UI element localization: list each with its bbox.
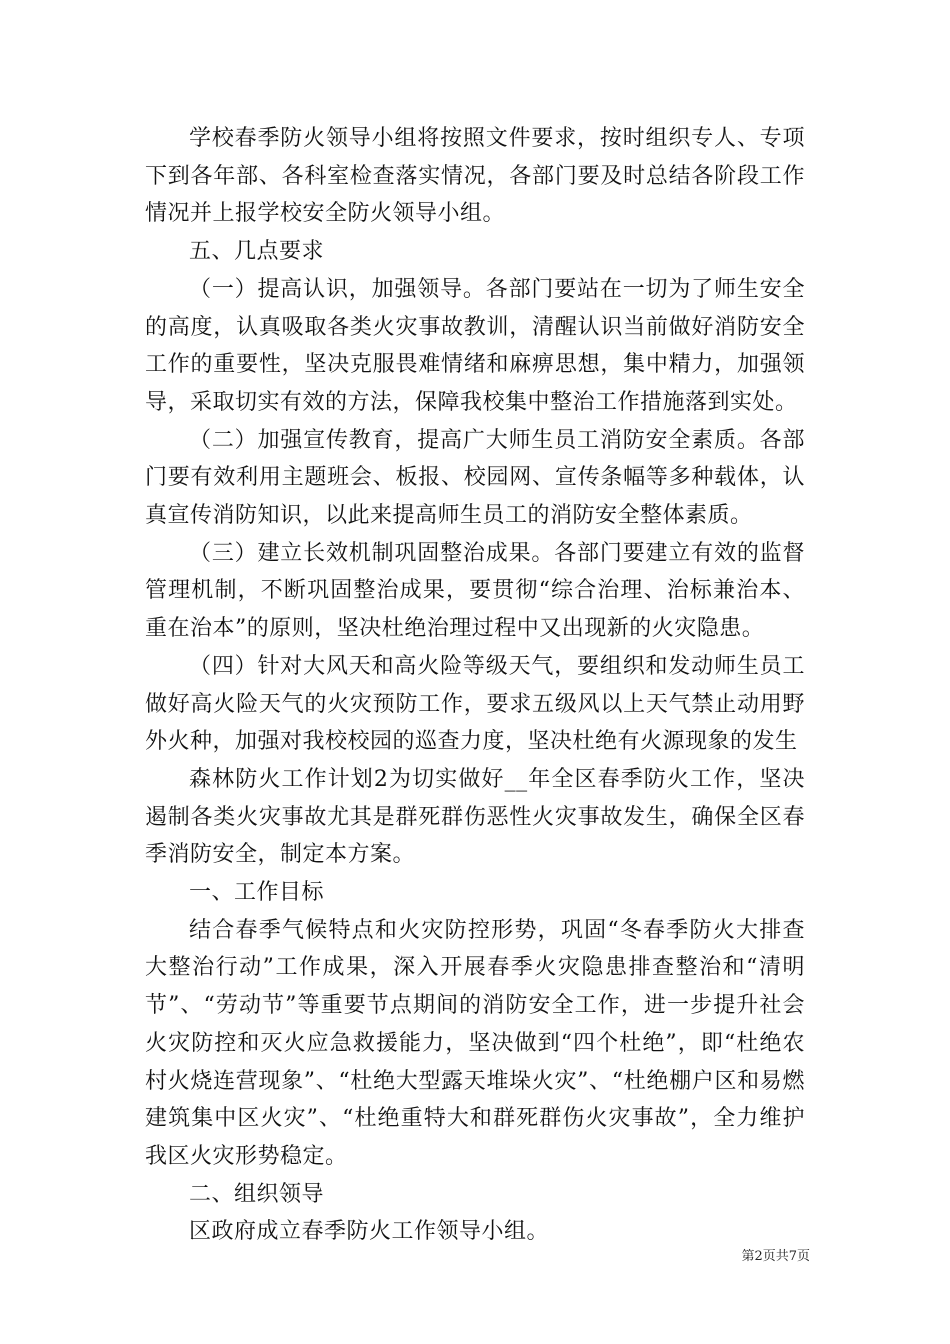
heading-requirements: 五、几点要求: [189, 239, 325, 265]
page-number: 第2页共7页: [741, 1249, 810, 1264]
paragraph-requirement-3: （三）建立长效机制巩固整治成果。各部门要建立有效的监督管理机制，不断巩固整治成果，要贯彻“综合治理、治标兼治本、重在治本”的原则，坚决杜绝治理过程中又出现新的火灾隐患。: [145, 540, 805, 642]
paragraph-requirement-1: （一）提高认识，加强领导。各部门要站在一切为了师生安全的高度，认真吸取各类火灾事故教训，清醒认识当前做好消防安全工作的重要性，坚决克服畏难情绪和麻痹思想，集中精力，加强领导，采取切实有效的方法，保障我校集中整治工作措施落到实处。: [145, 276, 805, 415]
paragraph-requirement-2: （二）加强宣传教育，提高广大师生员工消防安全素质。各部门要有效利用主题班会、板报、校园网、宣传条幅等多种载体，认真宣传消防知识，以此来提高师生员工的消防安全整体素质。: [145, 427, 805, 529]
paragraph-requirement-4: （四）针对大风天和高火险等级天气，要组织和发动师生员工做好高火险天气的火灾预防工作，要求五级风以上天气禁止动用野外火种，加强对我校校园的巡查力度，坚决杜绝有火源现象的发生: [145, 653, 805, 755]
heading-work-goal: 一、工作目标: [189, 880, 325, 906]
heading-organization: 二、组织领导: [189, 1181, 325, 1207]
paragraph-plan-intro: 森林防火工作计划2为切实做好__年全区春季防火工作，坚决遏制各类火灾事故尤其是群死群伤恶性火灾事故发生，确保全区春季消防安全，制定本方案。: [145, 766, 805, 868]
document-body: [145, 120, 805, 1251]
paragraph-organization: 区政府成立春季防火工作领导小组。: [189, 1219, 550, 1245]
paragraph-inspection: 学校春季防火领导小组将按照文件要求，按时组织专人、专项下到各年部、各科室检查落实情况，各部门要及时总结各阶段工作情况并上报学校安全防火领导小组。: [145, 126, 805, 227]
paragraph-work-goal: 结合春季气候特点和火灾防控形势，巩固“冬春季防火大排查大整治行动”工作成果，深入开展春季火灾隐患排查整治和“清明节”、“劳动节”等重要节点期间的消防安全工作，进一步提升社会火灾防控和灭火应急救援能力，坚决做到“四个杜绝”，即“杜绝农村火烧连营现象”、“杜绝大型露天堆垛火灾”、“杜绝棚户区和易燃建筑集中区火灾”、“杜绝重特大和群死群伤火灾事故”，全力维护我区火灾形势稳定。: [145, 917, 805, 1169]
